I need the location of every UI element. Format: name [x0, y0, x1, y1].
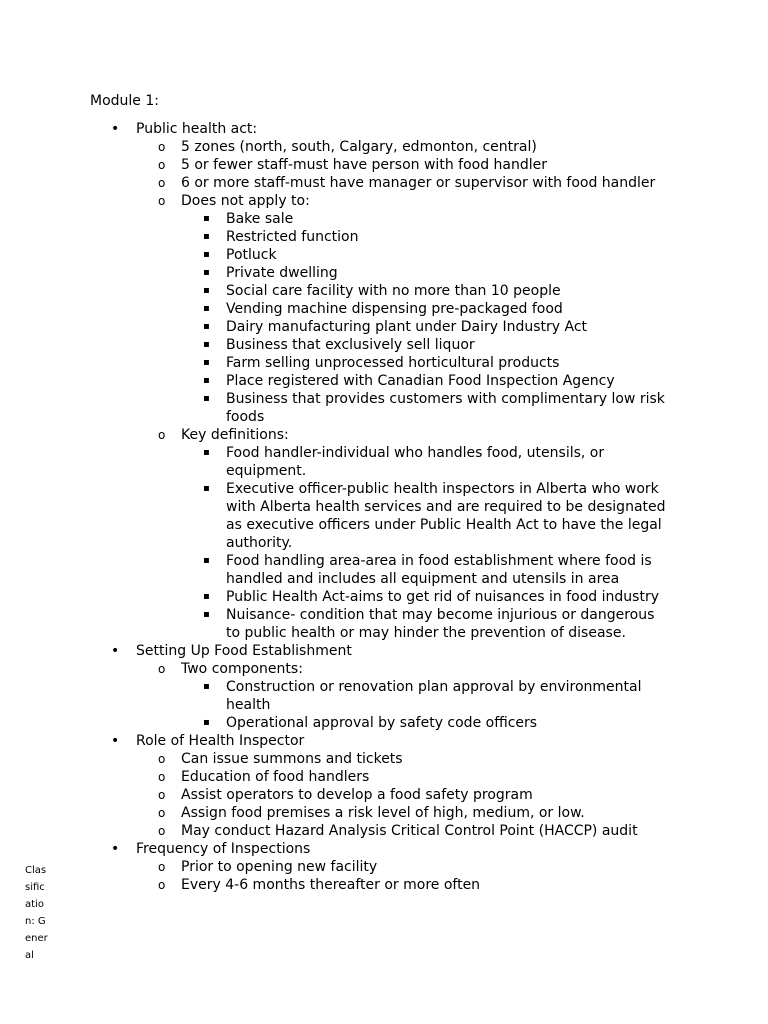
list-item-text: Food handler-individual who handles food, utensils, or equipment. [226, 445, 605, 479]
square-bullet-icon: ▪ [203, 609, 210, 620]
list-item [0, 156, 681, 174]
list-item-text: Business that provides customers with complimentary low risk foods [226, 391, 665, 425]
circle-bullet-icon: o [158, 860, 166, 874]
list-item-text: Two components: [181, 661, 303, 677]
list-item [0, 642, 768, 660]
square-bullet-icon: ▪ [203, 555, 210, 566]
list-item-text: Can issue summons and tickets [181, 751, 403, 767]
circle-bullet-icon: o [158, 752, 166, 766]
list-item [0, 282, 666, 300]
circle-bullet-icon: o [158, 770, 166, 784]
list-item [0, 714, 666, 732]
list-item-text: 5 or fewer staff-must have person with food handler [181, 157, 548, 173]
list-item [0, 822, 681, 840]
list-item [0, 138, 681, 156]
list-item-text: May conduct Hazard Analysis Critical Control Point (HACCP) audit [181, 823, 638, 839]
list-item-text: Private dwelling [226, 265, 338, 281]
list-item-text: Frequency of Inspections [136, 841, 311, 857]
list-item-text: Setting Up Food Establishment [136, 643, 352, 659]
list-item [0, 246, 666, 264]
disc-bullet-icon: • [111, 643, 120, 659]
list-item [0, 336, 666, 354]
list-item-text: Social care facility with no more than 10 people [226, 283, 561, 299]
list-item-text: Nuisance- condition that may become injurious or dangerous to public health or may hinder the prevention of disease. [226, 607, 655, 641]
list-item [0, 876, 681, 894]
list-item-text: Role of Health Inspector [136, 733, 305, 749]
list-item [0, 300, 666, 318]
list-item-text: Key definitions: [181, 427, 289, 443]
list-item [0, 750, 681, 768]
circle-bullet-icon: o [158, 158, 166, 172]
list-item [0, 606, 666, 642]
circle-bullet-icon: o [158, 878, 166, 892]
list-item [0, 786, 681, 804]
list-item [0, 768, 681, 786]
list-item-text: Assign food premises a risk level of high, medium, or low. [181, 805, 585, 821]
list-item [0, 678, 666, 714]
list-item [0, 318, 666, 336]
disc-bullet-icon: • [111, 121, 120, 137]
circle-bullet-icon: o [158, 788, 166, 802]
circle-bullet-icon: o [158, 662, 166, 676]
list-item-text: Restricted function [226, 229, 359, 245]
list-item [0, 480, 666, 552]
square-bullet-icon: ▪ [203, 357, 210, 368]
list-item-text: Every 4-6 months thereafter or more often [181, 877, 481, 893]
list-item [0, 858, 681, 876]
list-item [0, 228, 666, 246]
disc-bullet-icon: • [111, 733, 120, 749]
list-item [0, 120, 768, 138]
square-bullet-icon: ▪ [203, 231, 210, 242]
list-item [0, 174, 681, 192]
list-item [0, 264, 666, 282]
list-item [0, 732, 768, 750]
circle-bullet-icon: o [158, 428, 166, 442]
square-bullet-icon: ▪ [203, 447, 210, 458]
list-item-text: Public Health Act-aims to get rid of nuisances in food industry [226, 589, 659, 605]
circle-bullet-icon: o [158, 194, 166, 208]
square-bullet-icon: ▪ [203, 321, 210, 332]
square-bullet-icon: ▪ [203, 393, 210, 404]
list-item-text: Bake sale [226, 211, 294, 227]
disc-bullet-icon: • [111, 841, 120, 857]
list-item-text: Executive officer-public health inspectors in Alberta who work with Alberta health services and are required to be designated as executive officers under Public Health Act to have the legal authority. [226, 481, 666, 551]
list-item-text: Education of food handlers [181, 769, 370, 785]
circle-bullet-icon: o [158, 140, 166, 154]
list-item [0, 588, 666, 606]
list-item [0, 372, 666, 390]
list-item-text: Does not apply to: [181, 193, 310, 209]
square-bullet-icon: ▪ [203, 483, 210, 494]
circle-bullet-icon: o [158, 824, 166, 838]
list-item [0, 210, 666, 228]
square-bullet-icon: ▪ [203, 267, 210, 278]
list-item-text: Potluck [226, 247, 277, 263]
list-item-text: Construction or renovation plan approval by environmental health [226, 679, 642, 713]
list-item [0, 804, 681, 822]
list-item-text: Prior to opening new facility [181, 859, 378, 875]
list-item-text: Farm selling unprocessed horticultural products [226, 355, 560, 371]
list-item-text: Dairy manufacturing plant under Dairy Industry Act [226, 319, 588, 335]
square-bullet-icon: ▪ [203, 303, 210, 314]
list-item-text: Assist operators to develop a food safety program [181, 787, 533, 803]
list-item [0, 660, 681, 678]
list-item [0, 552, 666, 588]
square-bullet-icon: ▪ [203, 375, 210, 386]
list-item-text: Business that exclusively sell liquor [226, 337, 475, 353]
classification-label: Classification: General [25, 865, 48, 961]
outline-list [0, 120, 768, 894]
circle-bullet-icon: o [158, 806, 166, 820]
square-bullet-icon: ▪ [203, 213, 210, 224]
square-bullet-icon: ▪ [203, 717, 210, 728]
square-bullet-icon: ▪ [203, 249, 210, 260]
list-item [0, 444, 666, 480]
list-item-text: Operational approval by safety code officers [226, 715, 538, 731]
list-item-text: Place registered with Canadian Food Inspection Agency [226, 373, 615, 389]
list-item-text: 5 zones (north, south, Calgary, edmonton, central) [181, 139, 537, 155]
list-item [0, 192, 681, 210]
list-item [0, 354, 666, 372]
square-bullet-icon: ▪ [203, 285, 210, 296]
list-item-text: Food handling area-area in food establishment where food is handled and includes all equipment and utensils in area [226, 553, 652, 587]
list-item [0, 840, 768, 858]
list-item [0, 426, 681, 444]
square-bullet-icon: ▪ [203, 681, 210, 692]
square-bullet-icon: ▪ [203, 339, 210, 350]
module-heading: Module 1: [90, 93, 159, 109]
list-item-text: Vending machine dispensing pre-packaged food [226, 301, 563, 317]
list-item-text: 6 or more staff-must have manager or supervisor with food handler [181, 175, 656, 191]
list-item-text: Public health act: [136, 121, 258, 137]
square-bullet-icon: ▪ [203, 591, 210, 602]
circle-bullet-icon: o [158, 176, 166, 190]
list-item [0, 390, 666, 426]
